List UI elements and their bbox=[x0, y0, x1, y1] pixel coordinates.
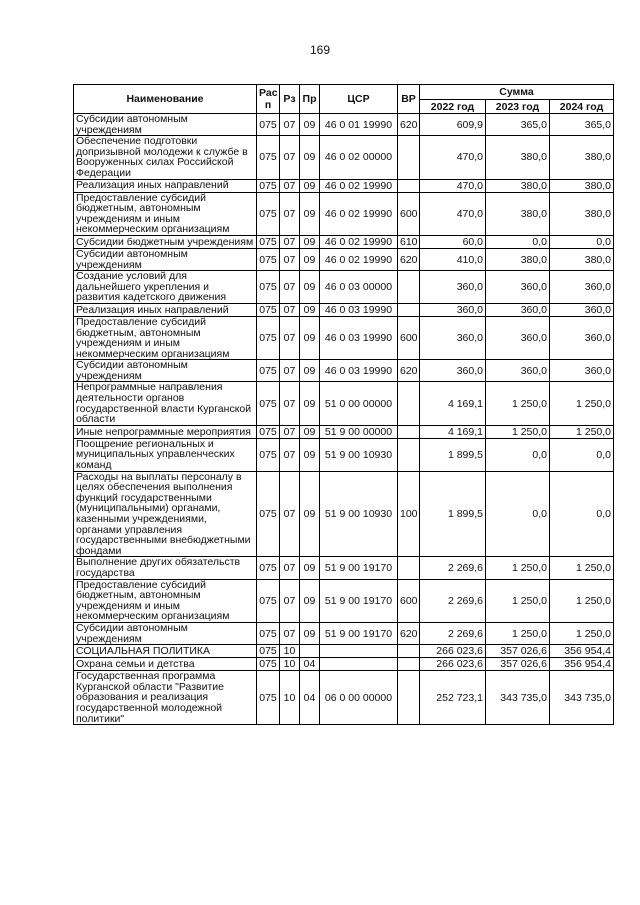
table-row bbox=[74, 360, 614, 382]
cell-name: Создание условий для дальнейшего укрепления и развития кадетского движения bbox=[74, 271, 257, 304]
cell-y2024: 380,0 bbox=[550, 248, 614, 270]
cell-rz: 07 bbox=[280, 179, 300, 192]
cell-csr: 46 0 02 19990 bbox=[320, 248, 398, 270]
table-row bbox=[74, 316, 614, 359]
cell-csr: 46 0 02 19990 bbox=[320, 235, 398, 248]
cell-y2022: 360,0 bbox=[420, 360, 486, 382]
cell-vr bbox=[398, 645, 420, 658]
table-row bbox=[74, 192, 614, 235]
cell-name: Реализация иных направлений bbox=[74, 303, 257, 316]
cell-rz: 07 bbox=[280, 579, 300, 622]
cell-pr: 09 bbox=[300, 557, 320, 579]
table-row bbox=[74, 645, 614, 658]
cell-y2023: 0,0 bbox=[486, 235, 550, 248]
cell-rz: 07 bbox=[280, 136, 300, 179]
cell-csr: 46 0 03 19990 bbox=[320, 360, 398, 382]
cell-y2023: 1 250,0 bbox=[486, 425, 550, 438]
cell-vr: 620 bbox=[398, 114, 420, 136]
page-number: 169 bbox=[309, 43, 331, 57]
cell-csr: 46 0 03 19990 bbox=[320, 303, 398, 316]
cell-y2024: 360,0 bbox=[550, 316, 614, 359]
cell-pr: 09 bbox=[300, 248, 320, 270]
table-row bbox=[74, 579, 614, 622]
col-header-2024: 2024 год bbox=[550, 100, 614, 114]
cell-vr: 620 bbox=[398, 360, 420, 382]
cell-y2024: 0,0 bbox=[550, 471, 614, 557]
cell-ras: 075 bbox=[257, 425, 280, 438]
cell-y2023: 360,0 bbox=[486, 271, 550, 304]
cell-y2022: 360,0 bbox=[420, 303, 486, 316]
table-row bbox=[74, 622, 614, 644]
cell-ras: 075 bbox=[257, 579, 280, 622]
cell-y2023: 360,0 bbox=[486, 316, 550, 359]
cell-name: Предоставление субсидий бюджетным, автономным учреждениям и иным некоммерческим организациям bbox=[74, 579, 257, 622]
table-row bbox=[74, 303, 614, 316]
cell-pr: 09 bbox=[300, 303, 320, 316]
cell-pr bbox=[300, 645, 320, 658]
cell-rz: 07 bbox=[280, 622, 300, 644]
cell-name: Обеспечение подготовки допризывной молодежи к службе в Вооруженных силах Российской Федерации bbox=[74, 136, 257, 179]
cell-rz: 07 bbox=[280, 382, 300, 425]
table-row bbox=[74, 179, 614, 192]
cell-csr: 51 0 00 00000 bbox=[320, 382, 398, 425]
cell-vr: 600 bbox=[398, 316, 420, 359]
col-header-ras: Рас п bbox=[257, 85, 280, 114]
cell-y2022: 4 169,1 bbox=[420, 425, 486, 438]
cell-y2022: 4 169,1 bbox=[420, 382, 486, 425]
cell-name: Субсидии автономным учреждениям bbox=[74, 114, 257, 136]
cell-vr bbox=[398, 179, 420, 192]
cell-name: Охрана семьи и детства bbox=[74, 658, 257, 671]
cell-csr: 46 0 02 19990 bbox=[320, 179, 398, 192]
cell-ras: 075 bbox=[257, 136, 280, 179]
table-row bbox=[74, 438, 614, 471]
cell-csr bbox=[320, 658, 398, 671]
cell-vr bbox=[398, 303, 420, 316]
col-header-pr: Пр bbox=[300, 85, 320, 114]
cell-ras: 075 bbox=[257, 316, 280, 359]
col-header-sum: Сумма bbox=[420, 85, 614, 100]
cell-rz: 10 bbox=[280, 658, 300, 671]
header-row-1 bbox=[74, 85, 614, 100]
cell-y2022: 252 723,1 bbox=[420, 671, 486, 725]
cell-ras: 075 bbox=[257, 114, 280, 136]
cell-y2024: 360,0 bbox=[550, 360, 614, 382]
cell-y2024: 1 250,0 bbox=[550, 382, 614, 425]
cell-pr: 09 bbox=[300, 579, 320, 622]
table-row bbox=[74, 425, 614, 438]
cell-y2022: 1 899,5 bbox=[420, 438, 486, 471]
table-row bbox=[74, 248, 614, 270]
cell-y2024: 360,0 bbox=[550, 271, 614, 304]
cell-y2024: 343 735,0 bbox=[550, 671, 614, 725]
cell-csr: 46 0 01 19990 bbox=[320, 114, 398, 136]
cell-y2024: 1 250,0 bbox=[550, 622, 614, 644]
cell-y2023: 357 026,6 bbox=[486, 645, 550, 658]
cell-y2022: 470,0 bbox=[420, 179, 486, 192]
cell-y2022: 470,0 bbox=[420, 136, 486, 179]
cell-y2023: 360,0 bbox=[486, 360, 550, 382]
cell-y2024: 1 250,0 bbox=[550, 557, 614, 579]
cell-rz: 07 bbox=[280, 360, 300, 382]
cell-y2024: 0,0 bbox=[550, 235, 614, 248]
cell-rz: 07 bbox=[280, 438, 300, 471]
cell-pr: 09 bbox=[300, 360, 320, 382]
cell-name: Выполнение других обязательств государства bbox=[74, 557, 257, 579]
table-row bbox=[74, 557, 614, 579]
cell-pr: 09 bbox=[300, 382, 320, 425]
cell-csr: 06 0 00 00000 bbox=[320, 671, 398, 725]
cell-y2024: 0,0 bbox=[550, 438, 614, 471]
cell-y2023: 380,0 bbox=[486, 248, 550, 270]
cell-y2023: 380,0 bbox=[486, 136, 550, 179]
cell-vr bbox=[398, 438, 420, 471]
cell-ras: 075 bbox=[257, 658, 280, 671]
cell-vr bbox=[398, 425, 420, 438]
cell-rz: 07 bbox=[280, 471, 300, 557]
cell-ras: 075 bbox=[257, 248, 280, 270]
cell-csr bbox=[320, 645, 398, 658]
cell-ras: 075 bbox=[257, 471, 280, 557]
cell-pr: 09 bbox=[300, 271, 320, 304]
cell-csr: 51 9 00 10930 bbox=[320, 438, 398, 471]
cell-y2023: 357 026,6 bbox=[486, 658, 550, 671]
cell-y2023: 1 250,0 bbox=[486, 579, 550, 622]
cell-rz: 07 bbox=[280, 248, 300, 270]
cell-vr: 620 bbox=[398, 248, 420, 270]
cell-pr: 04 bbox=[300, 658, 320, 671]
cell-vr bbox=[398, 671, 420, 725]
cell-y2024: 356 954,4 bbox=[550, 658, 614, 671]
cell-y2022: 360,0 bbox=[420, 271, 486, 304]
cell-name: Предоставление субсидий бюджетным, автономным учреждениям и иным некоммерческим организациям bbox=[74, 192, 257, 235]
cell-pr: 04 bbox=[300, 671, 320, 725]
cell-ras: 075 bbox=[257, 235, 280, 248]
cell-rz: 07 bbox=[280, 316, 300, 359]
cell-y2022: 60,0 bbox=[420, 235, 486, 248]
cell-vr: 600 bbox=[398, 579, 420, 622]
col-header-name: Наименование bbox=[74, 85, 257, 114]
cell-pr: 09 bbox=[300, 425, 320, 438]
cell-ras: 075 bbox=[257, 360, 280, 382]
cell-vr: 620 bbox=[398, 622, 420, 644]
cell-y2022: 266 023,6 bbox=[420, 645, 486, 658]
col-header-vr: ВР bbox=[398, 85, 420, 114]
cell-pr: 09 bbox=[300, 471, 320, 557]
cell-vr: 610 bbox=[398, 235, 420, 248]
budget-table bbox=[73, 84, 614, 725]
cell-ras: 075 bbox=[257, 438, 280, 471]
cell-vr bbox=[398, 658, 420, 671]
cell-y2023: 360,0 bbox=[486, 303, 550, 316]
cell-name: Непрограммные направления деятельности органов государственной власти Курганской области bbox=[74, 382, 257, 425]
cell-ras: 075 bbox=[257, 622, 280, 644]
col-header-2023: 2023 год bbox=[486, 100, 550, 114]
cell-pr: 09 bbox=[300, 316, 320, 359]
cell-name: Иные непрограммные мероприятия bbox=[74, 425, 257, 438]
table-row bbox=[74, 382, 614, 425]
cell-name: Поощрение региональных и муниципальных управленческих команд bbox=[74, 438, 257, 471]
cell-y2023: 380,0 bbox=[486, 179, 550, 192]
cell-pr: 09 bbox=[300, 235, 320, 248]
cell-csr: 46 0 02 00000 bbox=[320, 136, 398, 179]
cell-rz: 07 bbox=[280, 271, 300, 304]
cell-pr: 09 bbox=[300, 114, 320, 136]
table-row bbox=[74, 471, 614, 557]
cell-ras: 075 bbox=[257, 557, 280, 579]
cell-y2024: 360,0 bbox=[550, 303, 614, 316]
cell-pr: 09 bbox=[300, 622, 320, 644]
cell-y2024: 380,0 bbox=[550, 179, 614, 192]
cell-pr: 09 bbox=[300, 438, 320, 471]
cell-rz: 10 bbox=[280, 671, 300, 725]
table-row bbox=[74, 114, 614, 136]
cell-y2023: 0,0 bbox=[486, 471, 550, 557]
table-row bbox=[74, 235, 614, 248]
cell-rz: 07 bbox=[280, 114, 300, 136]
cell-ras: 075 bbox=[257, 382, 280, 425]
cell-csr: 51 9 00 19170 bbox=[320, 579, 398, 622]
cell-csr: 51 9 00 10930 bbox=[320, 471, 398, 557]
cell-csr: 46 0 02 19990 bbox=[320, 192, 398, 235]
cell-rz: 10 bbox=[280, 645, 300, 658]
cell-y2023: 1 250,0 bbox=[486, 557, 550, 579]
col-header-rz: Рз bbox=[280, 85, 300, 114]
cell-pr: 09 bbox=[300, 179, 320, 192]
cell-y2022: 2 269,6 bbox=[420, 579, 486, 622]
cell-ras: 075 bbox=[257, 179, 280, 192]
table-row bbox=[74, 271, 614, 304]
cell-vr: 100 bbox=[398, 471, 420, 557]
cell-y2022: 2 269,6 bbox=[420, 557, 486, 579]
cell-vr bbox=[398, 136, 420, 179]
cell-y2022: 410,0 bbox=[420, 248, 486, 270]
cell-csr: 46 0 03 19990 bbox=[320, 316, 398, 359]
cell-pr: 09 bbox=[300, 192, 320, 235]
table-row bbox=[74, 658, 614, 671]
cell-y2022: 2 269,6 bbox=[420, 622, 486, 644]
cell-y2023: 0,0 bbox=[486, 438, 550, 471]
cell-vr bbox=[398, 271, 420, 304]
cell-y2023: 380,0 bbox=[486, 192, 550, 235]
cell-rz: 07 bbox=[280, 425, 300, 438]
cell-y2023: 365,0 bbox=[486, 114, 550, 136]
cell-name: Предоставление субсидий бюджетным, автономным учреждениям и иным некоммерческим организациям bbox=[74, 316, 257, 359]
cell-name: Субсидии бюджетным учреждениям bbox=[74, 235, 257, 248]
cell-csr: 51 9 00 00000 bbox=[320, 425, 398, 438]
cell-pr: 09 bbox=[300, 136, 320, 179]
cell-y2022: 266 023,6 bbox=[420, 658, 486, 671]
cell-name: Субсидии автономным учреждениям bbox=[74, 622, 257, 644]
cell-name: Государственная программа Курганской области "Развитие образования и реализация государственной молодежной политики" bbox=[74, 671, 257, 725]
cell-name: СОЦИАЛЬНАЯ ПОЛИТИКА bbox=[74, 645, 257, 658]
cell-y2024: 365,0 bbox=[550, 114, 614, 136]
col-header-csr: ЦСР bbox=[320, 85, 398, 114]
cell-name: Расходы на выплаты персоналу в целях обеспечения выполнения функций государственными (муниципальными) органами, казенными учреждениями, органами управления государственными внебюджетными фондами bbox=[74, 471, 257, 557]
cell-rz: 07 bbox=[280, 303, 300, 316]
cell-name: Реализация иных направлений bbox=[74, 179, 257, 192]
table-row bbox=[74, 671, 614, 725]
cell-ras: 075 bbox=[257, 192, 280, 235]
cell-vr bbox=[398, 382, 420, 425]
cell-vr bbox=[398, 557, 420, 579]
cell-rz: 07 bbox=[280, 192, 300, 235]
cell-y2024: 380,0 bbox=[550, 192, 614, 235]
cell-y2024: 1 250,0 bbox=[550, 425, 614, 438]
cell-name: Субсидии автономным учреждениям bbox=[74, 360, 257, 382]
cell-y2022: 1 899,5 bbox=[420, 471, 486, 557]
table-row bbox=[74, 136, 614, 179]
cell-y2023: 1 250,0 bbox=[486, 622, 550, 644]
cell-y2023: 1 250,0 bbox=[486, 382, 550, 425]
cell-vr: 600 bbox=[398, 192, 420, 235]
col-header-2022: 2022 год bbox=[420, 100, 486, 114]
cell-ras: 075 bbox=[257, 271, 280, 304]
cell-name: Субсидии автономным учреждениям bbox=[74, 248, 257, 270]
cell-y2022: 360,0 bbox=[420, 316, 486, 359]
cell-ras: 075 bbox=[257, 671, 280, 725]
cell-csr: 51 9 00 19170 bbox=[320, 557, 398, 579]
cell-y2022: 470,0 bbox=[420, 192, 486, 235]
cell-csr: 46 0 03 00000 bbox=[320, 271, 398, 304]
cell-rz: 07 bbox=[280, 235, 300, 248]
cell-y2022: 609,9 bbox=[420, 114, 486, 136]
cell-y2024: 1 250,0 bbox=[550, 579, 614, 622]
cell-rz: 07 bbox=[280, 557, 300, 579]
cell-y2023: 343 735,0 bbox=[486, 671, 550, 725]
cell-y2024: 380,0 bbox=[550, 136, 614, 179]
cell-csr: 51 9 00 19170 bbox=[320, 622, 398, 644]
cell-y2024: 356 954,4 bbox=[550, 645, 614, 658]
cell-ras: 075 bbox=[257, 303, 280, 316]
cell-ras: 075 bbox=[257, 645, 280, 658]
